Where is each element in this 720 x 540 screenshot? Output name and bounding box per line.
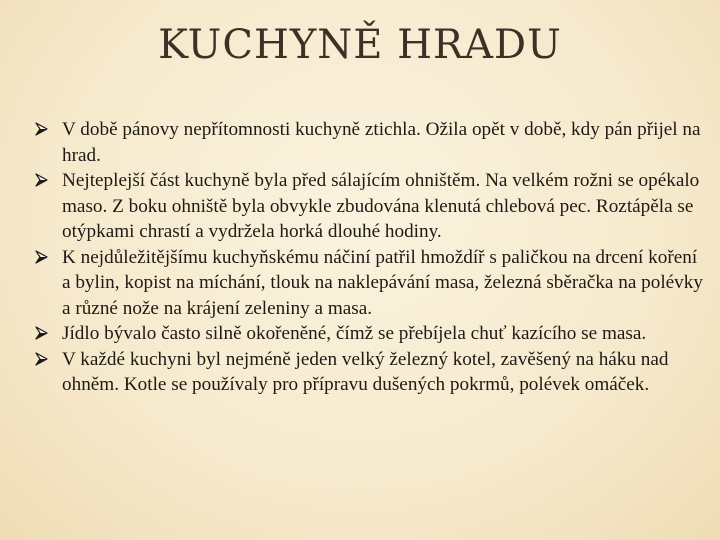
bullet-item [36,321,708,347]
slide-title: KUCHYNĚ HRADU [158,22,562,68]
bullet-text: Nejteplejší část kuchyně byla před sálajícím ohništěm. Na velkém rožni se opékalo maso. Z boku ohniště byla obvykle zbudována klenutá chlebová pec. Roztápěla se otýpkami chrastí a vydržela horká dlouhé hodiny. [62,170,700,242]
arrow-bullet-icon [34,121,50,137]
arrow-bullet-icon [34,351,50,367]
arrow-bullet-icon [34,249,50,265]
bullet-item [36,168,708,245]
bullet-text: Jídlo bývalo často silně okořeněné, čímž se přebíjela chuť kazícího se masa. [62,323,647,344]
arrow-bullet-icon [34,172,50,188]
bullet-item [36,347,708,398]
bullet-item [36,245,708,322]
bullet-item [36,117,708,168]
arrow-bullet-icon [34,325,50,341]
bullet-text: V každé kuchyni byl nejméně jeden velký železný kotel, zavěšený na háku nad ohněm. Kotle se používaly pro přípravu dušených pokrmů, polévek omáček. [62,348,669,395]
bullet-text: V době pánovy nepřítomnosti kuchyně ztichla. Ožila opět v době, kdy pán přijel na hrad. [62,119,701,166]
bullet-list [36,117,708,398]
bullet-text: K nejdůležitějšímu kuchyňskému náčiní patřil hmoždíř s paličkou na drcení koření a bylin, kopist na míchání, tlouk na naklepávání masa, železná sběračka na polévky a různé nože na krájení zeleniny a masa. [62,246,703,319]
